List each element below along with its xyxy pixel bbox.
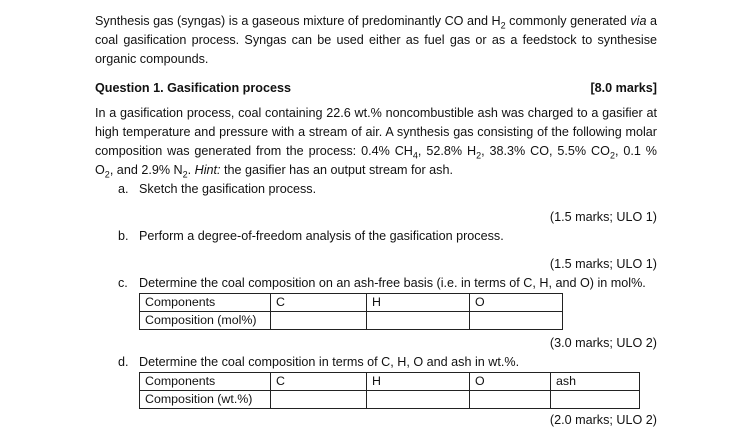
table-header-cell: H — [367, 373, 470, 391]
part-text: Sketch the gasification process. — [139, 182, 317, 196]
intro-italic: via — [630, 14, 647, 28]
question-marks: [8.0 marks] — [590, 81, 657, 95]
body-text: In a gasification process, coal containing 22.6 wt.% noncombustible ash was charged to a gasifier at high temperature and pressure with a stream of air. A synthesis gas consisting of the following molar composition was generated from the process: 0.4% CH — [95, 106, 657, 158]
part-text: Determine the coal composition on an ash-free basis (i.e. in terms of C, H, and O) in mol%. — [139, 276, 646, 290]
part-marks: (2.0 marks; ULO 2) — [549, 413, 657, 427]
table-cell — [551, 391, 640, 409]
body-text: , and 2.9% N — [109, 163, 183, 177]
table-header-cell: Components — [140, 294, 271, 312]
table-cell — [470, 312, 563, 330]
composition-table-mol — [139, 293, 563, 330]
table-cell — [367, 391, 470, 409]
part-b — [95, 227, 657, 246]
document-page — [95, 12, 657, 430]
table-cell — [271, 391, 367, 409]
table-row — [140, 373, 640, 391]
subscript: 2 — [609, 150, 615, 161]
part-letter: d. — [118, 355, 129, 369]
body-text: , 52.8% H — [417, 144, 477, 158]
part-text: Determine the coal composition in terms of C, H, O and ash in wt.%. — [139, 355, 520, 369]
table-header-cell: ash — [551, 373, 640, 391]
composition-table-wt — [139, 372, 640, 409]
table-cell — [271, 312, 367, 330]
part-marks: (1.5 marks; ULO 1) — [549, 210, 657, 224]
body-text: . — [187, 163, 195, 177]
table-header-cell: C — [271, 294, 367, 312]
body-text: , 38.3% CO, 5.5% CO — [481, 144, 610, 158]
part-d — [95, 353, 657, 372]
part-text: Perform a degree-of-freedom analysis of the gasification process. — [139, 229, 504, 243]
table-row-label: Composition (mol%) — [140, 312, 271, 330]
part-marks: (3.0 marks; ULO 2) — [549, 336, 657, 350]
part-a — [95, 180, 657, 199]
table-header-cell: O — [470, 294, 563, 312]
intro-text: Synthesis gas (syngas) is a gaseous mixture of predominantly CO and H — [95, 14, 501, 28]
subscript: 4 — [412, 150, 418, 161]
part-c — [95, 274, 657, 293]
intro-paragraph — [95, 12, 657, 69]
hint-label: Hint: — [194, 163, 221, 177]
part-letter: a. — [118, 182, 129, 196]
table-row-label: Composition (wt.%) — [140, 391, 271, 409]
table-header-cell: O — [470, 373, 551, 391]
table-row — [140, 391, 640, 409]
subscript: 2 — [476, 150, 482, 161]
question-title: Question 1. Gasification process — [95, 81, 291, 95]
subscript: 2 — [500, 20, 506, 31]
table-row — [140, 312, 563, 330]
part-letter: c. — [118, 276, 128, 290]
question-body — [95, 104, 657, 180]
table-cell — [470, 391, 551, 409]
part-marks: (1.5 marks; ULO 1) — [549, 257, 657, 271]
table-header-cell: C — [271, 373, 367, 391]
part-letter: b. — [118, 229, 129, 243]
body-text: , 0.1 % O — [95, 144, 657, 177]
subscript: 2 — [104, 169, 110, 180]
question-heading — [95, 79, 657, 98]
table-header-cell: Components — [140, 373, 271, 391]
intro-text: commonly generated — [505, 14, 631, 28]
body-text: the gasifier has an output stream for ash. — [220, 163, 453, 177]
subscript: 2 — [182, 169, 188, 180]
table-row — [140, 294, 563, 312]
table-cell — [367, 312, 470, 330]
intro-text: a coal gasification process. Syngas can be used either as fuel gas or as a feedstock to synthesise organic compounds. — [95, 14, 657, 66]
table-header-cell: H — [367, 294, 470, 312]
